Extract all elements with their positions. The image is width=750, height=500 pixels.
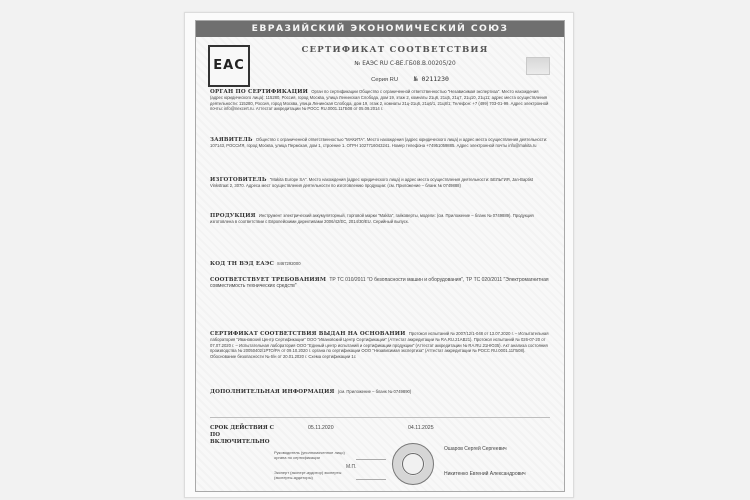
series-line [316, 75, 504, 83]
section-label: КОД ТН ВЭД ЕАЭС [210, 261, 275, 267]
section-text: Инструмент электрический аккумуляторный, торговой марки "Makita", гайковерты, модели: (см. Приложение – бланк № 0749889). Продукция изготовлена в соответствии с Европейскими директивами 2006/42/EC, 2014/30/EU. Серийный выпуск. [210, 213, 534, 225]
section-tnved [210, 261, 550, 267]
section-requirements [210, 277, 550, 290]
head-name: Ошаров Сергей Сергеевич [444, 446, 507, 452]
certificate-frame [195, 20, 565, 492]
section-label: СЕРТИФИКАТ СООТВЕТСТВИЯ ВЫДАН НА ОСНОВАНИИ [210, 331, 406, 337]
section-product [210, 213, 550, 225]
section-label: ОРГАН ПО СЕРТИФИКАЦИИ [210, 89, 309, 95]
section-text: "Makita Europe SA". Место нахождения (адрес юридического лица) и адрес места осуществления деятельности: БЕЛЬГИЯ, Jan-Baptist Vinkstraat 2, 3070. Адреса мест осуществления деятельности по изготовлению продукции: (см. Приложение – бланк № 0749888) [210, 177, 533, 189]
section-label: ПРОДУКЦИЯ [210, 213, 256, 219]
section-manufacturer [210, 177, 550, 189]
divider [210, 417, 550, 418]
section-text: ТР ТС 010/2011 "О безопасности машин и оборудования", ТР ТС 020/2011 "Электромагнитная совместимость технических средств" [210, 277, 549, 290]
expert-signature-line [356, 479, 386, 480]
section-label: ЗАЯВИТЕЛЬ [210, 137, 253, 143]
head-signature-line [356, 459, 386, 460]
section-label: ИЗГОТОВИТЕЛЬ [210, 177, 267, 183]
series-label: Серия RU [371, 77, 399, 83]
certificate-title: СЕРТИФИКАТ СООТВЕТСТВИЯ [301, 45, 489, 55]
section-text: Протокол испытаний № 2007/12/1-048 от 13.07.2020 г. – Испытательная лаборатория "Ивановский Центр Сертификации" ООО "Ивановский Центр Сертификации" (Аттестат аккредитации № RA.RU.21АВ21). Протокол испытаний № 026-07-20 от 07.07.2020 г. – Испытательная лаборатория ООО "Единый центр испытаний и сертификации продукции" (Аттестат аккредитации № RA.RU.21НЮ35). Акт анализа состояния производства № 20050402/1РТО/РА от 09.10.2020 г. органа по сертификации ООО "Независимая экспертиза" (Аттестат аккредитации № РОСС RU.0001.11ГБ08). Обоснование безопасности № 6/н от 20.01.2020 г. Схема сертификации 1с [210, 331, 549, 359]
validity-to-label: ПО [210, 432, 220, 438]
validity-inclusive-label: ВКЛЮЧИТЕЛЬНО [210, 439, 270, 445]
validity-label [210, 425, 274, 446]
head-signature-label: Руководитель (уполномоченное лицо) органа по сертификации [274, 450, 345, 460]
section-text: Общество с ограниченной ответственностью "МАКИТА". Место нахождения (адрес юридического лица) и адрес места осуществления деятельности: 107143, РОССИЯ, город Москва, улица Пермская, дом 1, строение 1. ОГРН 1027716043241. Номер телефона +74951059885. Адрес электронной почты info@makita.ru [210, 137, 548, 149]
validity-from-label: СРОК ДЕЙСТВИЯ С [210, 425, 274, 431]
expert-signature-label: Эксперт (эксперт-аудитор) эксперты (эксперты-аудиторы) [274, 470, 342, 480]
section-basis [210, 331, 550, 359]
hologram-mark [526, 57, 550, 75]
validity-from-date: 05.11.2020 [308, 425, 334, 431]
section-certification-body [210, 89, 550, 112]
section-additional [210, 389, 550, 395]
section-label: СООТВЕТСТВУЕТ ТРЕБОВАНИЯМ [210, 277, 327, 283]
seal-stamp [392, 443, 434, 485]
seal-mark-label: М.П. [346, 464, 357, 470]
validity-to-date: 04.11.2025 [408, 425, 434, 431]
section-applicant [210, 137, 550, 149]
series-number: № 0211230 [413, 75, 449, 83]
section-text: Орган по сертификации Общество с ограниченной ответственностью "Независимая экспертиза". Место нахождения (адрес юридического лица): 115280, Россия, город Москва, улица Ленинская Слобода, дом 19, этаж 2, комнаты 21ц6, 21ц5, 21ц7, 21ц10, 21ц11; адрес места осуществления деятельности: 115280, Россия, город Москва, улица Ленинская Слобода, дом 19, этаж 2, комнаты 21ц-21ц6, 21ц6/1, 21ц8/1; Телефон: +7 (499) 703-01-99. Адрес электронной почты: info@nexcert.ru. Аттестат аккредитации № РОСС RU.0001.11ГБ08 от 05.09.2014 г. [210, 89, 549, 112]
expert-name: Никитенко Евгений Александрович [444, 471, 526, 477]
certificate-page [184, 12, 574, 498]
section-label: ДОПОЛНИТЕЛЬНАЯ ИНФОРМАЦИЯ [210, 389, 335, 395]
section-text: (см. Приложение – бланк № 0749890) [337, 389, 412, 394]
eac-logo: EAC [208, 45, 250, 87]
union-banner: ЕВРАЗИЙСКИЙ ЭКОНОМИЧЕСКИЙ СОЮЗ [196, 21, 564, 37]
section-text: 8467292000 [277, 261, 301, 266]
certificate-number: № ЕАЭС RU C-BE.ГБ08.В.00205/20 [354, 61, 456, 67]
